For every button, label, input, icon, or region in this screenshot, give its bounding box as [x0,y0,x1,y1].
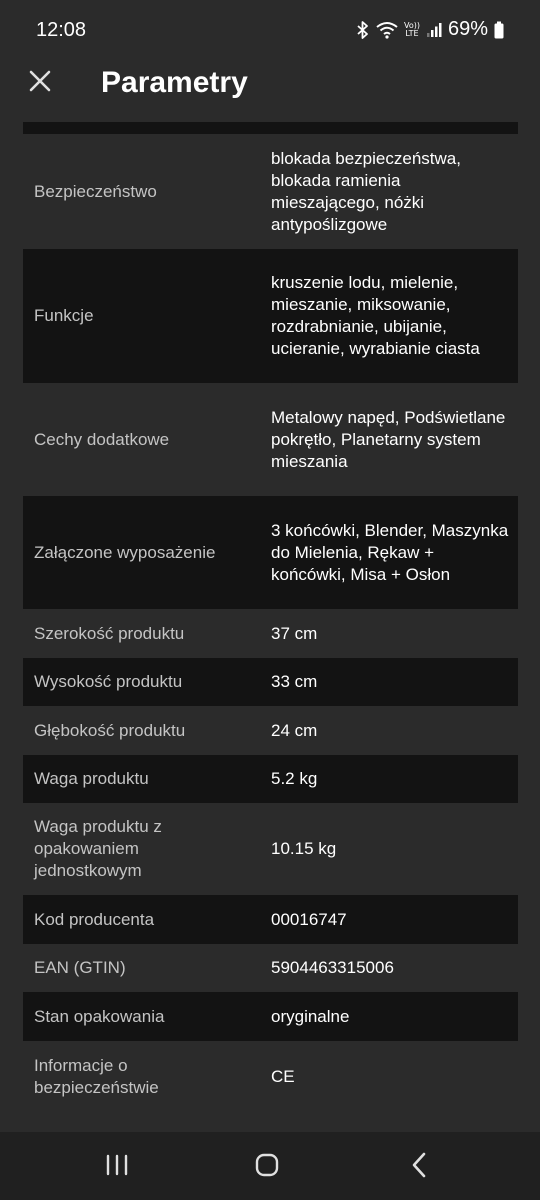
row-label: Bezpieczeństwo [34,181,157,201]
table-row [23,383,518,496]
row-value: 5.2 kg [271,769,318,788]
row-value: 33 cm [271,672,318,691]
row-value: 37 cm [271,623,318,643]
row-value: kruszenie lodu, mielenie, mieszanie, miksowanie, rozdrabnianie, ubijanie, ucieranie, wyrabianie ciasta [271,273,480,358]
table-row [23,992,518,1041]
row-label: Kod producenta [34,909,155,929]
home-button[interactable] [247,1150,287,1184]
recents-button[interactable] [97,1150,137,1184]
row-value: oryginalne [271,1006,350,1026]
table-row [23,134,518,249]
status-bar [0,0,540,60]
table-row [23,658,518,706]
row-label: Stan opakowania [34,1006,165,1026]
close-button[interactable] [22,65,58,101]
signal-icon [426,22,442,38]
table-row [23,1041,518,1113]
status-icons [356,18,504,41]
row-label: Szerokość produktu [34,623,185,643]
row-label: Załączone wyposażenie [34,542,216,562]
row-value: 00016747 [271,909,347,929]
header [0,60,540,122]
row-value: 10.15 kg [271,839,337,858]
back-icon [409,1152,429,1183]
row-label: Funkcje [34,306,94,325]
table-row [23,609,518,658]
table-row [23,895,518,944]
row-value: blokada bezpieczeństwa, blokada ramienia mieszającego, nóżki antypoślizgowe [271,148,461,234]
table-row [23,755,518,803]
row-value: CE [271,1067,295,1086]
row-label: Waga produktu z opakowaniem jednostkowym [34,817,162,880]
close-icon [29,70,51,97]
table-row [23,944,518,992]
recents-icon [104,1154,130,1181]
navigation-bar [0,1132,540,1200]
row-value: 24 cm [271,720,318,740]
battery-percent: 69% [447,18,488,40]
battery-icon [494,21,504,39]
home-icon [254,1152,280,1183]
volte-line2: LTE [405,28,419,38]
row-value: Metalowy napęd, Podświetlane pokrętło, Planetarny system mieszania [271,407,506,471]
page-title: Parametry [101,66,248,99]
row-label: Waga produktu [34,769,149,788]
volte-line1: Vo)) [403,20,420,30]
parameters-table [23,122,518,1113]
row-label: EAN (GTIN) [34,958,126,977]
table-row-partial [23,122,518,134]
table-row [23,803,518,895]
row-label: Informacje o bezpieczeństwie [34,1056,159,1097]
table-row [23,496,518,609]
back-button[interactable] [399,1150,439,1184]
table-row [23,249,518,383]
bluetooth-icon [356,21,370,39]
table-row [23,706,518,755]
row-value: 3 końcówki, Blender, Maszynka do Mielenia, Rękaw + końcówki, Misa + Osłon [271,520,509,584]
row-label: Wysokość produktu [34,672,183,691]
status-time: 12:08 [36,19,87,41]
row-label: Głębokość produktu [34,720,186,740]
row-value: 5904463315006 [271,958,394,977]
wifi-icon [376,21,398,39]
volte-icon [404,22,420,38]
row-label: Cechy dodatkowe [34,429,170,449]
